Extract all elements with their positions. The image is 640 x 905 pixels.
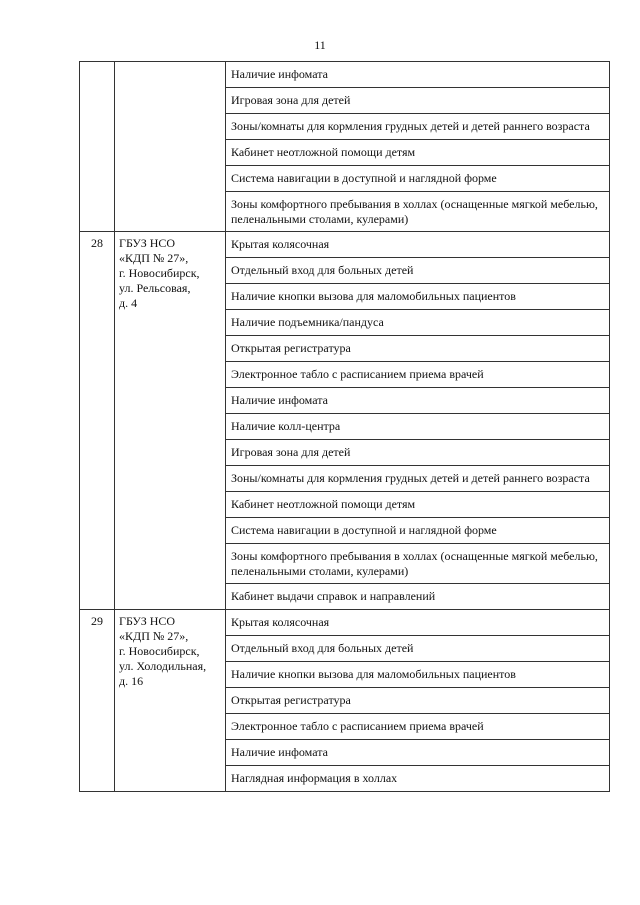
facility-item: Электронное табло с расписанием приема врачей xyxy=(226,362,610,388)
facility-item: Наличие кнопки вызова для маломобильных пациентов xyxy=(226,662,610,688)
facility-item: Зоны/комнаты для кормления грудных детей и детей раннего возраста xyxy=(226,466,610,492)
organization-cell xyxy=(115,610,226,792)
facility-item: Наличие подъемника/пандуса xyxy=(226,310,610,336)
page-number: 11 xyxy=(314,38,326,52)
table-row xyxy=(80,232,610,258)
table-row xyxy=(80,610,610,636)
table-body xyxy=(80,62,610,792)
facility-item: Открытая регистратура xyxy=(226,336,610,362)
facility-item: Зоны/комнаты для кормления грудных детей и детей раннего возраста xyxy=(226,114,610,140)
facility-item: Наличие инфомата xyxy=(226,388,610,414)
facility-item: Наличие колл-центра xyxy=(226,414,610,440)
facility-item: Наличие кнопки вызова для маломобильных пациентов xyxy=(226,284,610,310)
row-number xyxy=(80,62,115,232)
table-row xyxy=(80,62,610,88)
organization-line: д. 4 xyxy=(119,296,138,310)
facilities-table xyxy=(79,61,610,792)
facility-item: Отдельный вход для больных детей xyxy=(226,636,610,662)
organization-cell xyxy=(115,62,226,232)
facility-item: Электронное табло с расписанием приема врачей xyxy=(226,714,610,740)
facility-item: Отдельный вход для больных детей xyxy=(226,258,610,284)
organization-line: «КДП № 27», xyxy=(119,251,189,265)
facility-item: Кабинет неотложной помощи детям xyxy=(226,492,610,518)
facility-item: Кабинет неотложной помощи детям xyxy=(226,140,610,166)
facility-item: Зоны комфортного пребывания в холлах (оснащенные мягкой мебелью, пеленальными столами, кулерами) xyxy=(226,192,610,232)
row-number: 29 xyxy=(80,610,115,792)
organization-line: ГБУЗ НСО xyxy=(119,614,176,628)
organization-line: ул. Холодильная, xyxy=(119,659,207,673)
organization-line: «КДП № 27», xyxy=(119,629,189,643)
facility-item: Наличие инфомата xyxy=(226,62,610,88)
facility-item: Наглядная информация в холлах xyxy=(226,766,610,792)
facility-item: Крытая колясочная xyxy=(226,232,610,258)
organization-line: д. 16 xyxy=(119,674,144,688)
row-number: 28 xyxy=(80,232,115,610)
facility-item: Игровая зона для детей xyxy=(226,88,610,114)
organization-cell xyxy=(115,232,226,610)
facility-item: Крытая колясочная xyxy=(226,610,610,636)
organization-line: г. Новосибирск, xyxy=(119,266,200,280)
facility-item: Зоны комфортного пребывания в холлах (оснащенные мягкой мебелью, пеленальными столами, кулерами) xyxy=(226,544,610,584)
facility-item: Система навигации в доступной и наглядной форме xyxy=(226,518,610,544)
facility-item: Игровая зона для детей xyxy=(226,440,610,466)
facility-item: Система навигации в доступной и наглядной форме xyxy=(226,166,610,192)
organization-line: ГБУЗ НСО xyxy=(119,236,176,250)
organization-line: ул. Рельсовая, xyxy=(119,281,191,295)
facility-item: Наличие инфомата xyxy=(226,740,610,766)
facility-item: Кабинет выдачи справок и направлений xyxy=(226,584,610,610)
organization-line: г. Новосибирск, xyxy=(119,644,200,658)
facility-item: Открытая регистратура xyxy=(226,688,610,714)
